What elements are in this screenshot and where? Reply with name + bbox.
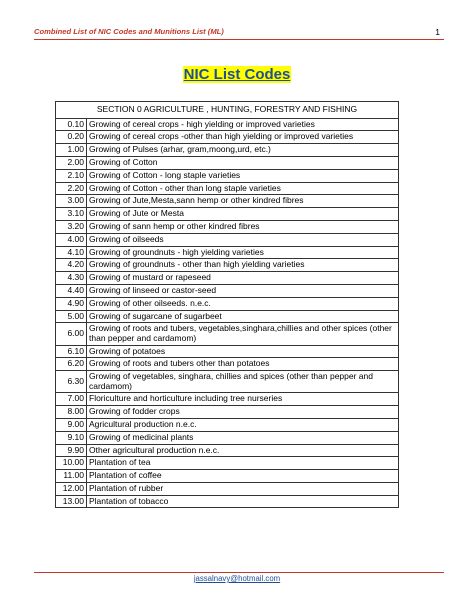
nic-description: Growing of other oilseeds. n.e.c. — [87, 297, 399, 310]
nic-codes-table — [55, 101, 399, 508]
nic-description: Agricultural production n.e.c. — [87, 418, 399, 431]
nic-description: Floriculture and horticulture including tree nurseries — [87, 393, 399, 406]
nic-description: Growing of Cotton - other than long staple varieties — [87, 182, 399, 195]
header-divider — [34, 39, 444, 40]
section-row — [56, 102, 399, 119]
nic-code: 4.20 — [56, 259, 87, 272]
nic-code: 3.10 — [56, 208, 87, 221]
table-row — [56, 195, 399, 208]
nic-code: 12.00 — [56, 482, 87, 495]
table-row — [56, 323, 399, 345]
nic-description: Growing of cereal crops - high yielding or improved varieties — [87, 118, 399, 131]
nic-description: Growing of Pulses (arhar, gram,moong,urd, etc.) — [87, 144, 399, 157]
nic-code: 6.30 — [56, 371, 87, 393]
nic-code: 8.00 — [56, 406, 87, 419]
nic-code: 6.20 — [56, 358, 87, 371]
nic-code: 9.90 — [56, 444, 87, 457]
table-row — [56, 470, 399, 483]
table-row — [56, 144, 399, 157]
nic-code: 5.00 — [56, 310, 87, 323]
nic-code: 4.10 — [56, 246, 87, 259]
page-title — [0, 66, 474, 83]
table-row — [56, 131, 399, 144]
nic-code: 2.10 — [56, 169, 87, 182]
nic-description: Growing of Jute,Mesta,sann hemp or other kindred fibres — [87, 195, 399, 208]
nic-description: Growing of cereal crops -other than high yielding or improved varieties — [87, 131, 399, 144]
table-row — [56, 358, 399, 371]
table-row — [56, 371, 399, 393]
table-row — [56, 156, 399, 169]
table-row — [56, 208, 399, 221]
nic-description: Growing of Jute or Mesta — [87, 208, 399, 221]
nic-description: Plantation of rubber — [87, 482, 399, 495]
nic-description: Growing of medicinal plants — [87, 431, 399, 444]
nic-code: 2.20 — [56, 182, 87, 195]
nic-description: Growing of fodder crops — [87, 406, 399, 419]
nic-description: Growing of Cotton — [87, 156, 399, 169]
nic-description: Plantation of tobacco — [87, 495, 399, 508]
table-row — [56, 444, 399, 457]
nic-description: Growing of oilseeds — [87, 233, 399, 246]
nic-code: 3.00 — [56, 195, 87, 208]
nic-description: Other agricultural production n.e.c. — [87, 444, 399, 457]
nic-description: Growing of roots and tubers other than potatoes — [87, 358, 399, 371]
nic-code: 4.00 — [56, 233, 87, 246]
nic-code: 6.10 — [56, 345, 87, 358]
table-row — [56, 272, 399, 285]
nic-code: 0.20 — [56, 131, 87, 144]
table-row — [56, 393, 399, 406]
page-number: 1 — [435, 27, 440, 37]
table-row — [56, 431, 399, 444]
nic-code: 11.00 — [56, 470, 87, 483]
table-row — [56, 457, 399, 470]
table-row — [56, 169, 399, 182]
nic-description: Growing of vegetables, singhara, chillies and spices (other than pepper and cardamom) — [87, 371, 399, 393]
nic-description: Growing of groundnuts - high yielding varieties — [87, 246, 399, 259]
nic-description: Growing of groundnuts - other than high yielding varieties — [87, 259, 399, 272]
document-header: Combined List of NIC Codes and Munitions List (ML) — [34, 27, 224, 36]
footer-divider — [34, 572, 444, 573]
nic-code: 3.20 — [56, 220, 87, 233]
footer-email-link[interactable]: jassalnavy@hotmail.com — [193, 574, 281, 583]
nic-code: 1.00 — [56, 144, 87, 157]
table-row — [56, 297, 399, 310]
nic-code: 4.40 — [56, 284, 87, 297]
nic-code: 7.00 — [56, 393, 87, 406]
table-row — [56, 345, 399, 358]
table-row — [56, 284, 399, 297]
nic-description: Growing of mustard or rapeseed — [87, 272, 399, 285]
nic-description: Plantation of tea — [87, 457, 399, 470]
table-row — [56, 406, 399, 419]
nic-code: 4.30 — [56, 272, 87, 285]
nic-code: 4.90 — [56, 297, 87, 310]
table-row — [56, 310, 399, 323]
nic-code: 10.00 — [56, 457, 87, 470]
table-row — [56, 233, 399, 246]
nic-description: Growing of Cotton - long staple varieties — [87, 169, 399, 182]
nic-description: Growing of linseed or castor-seed — [87, 284, 399, 297]
table-row — [56, 495, 399, 508]
nic-description: Growing of sugarcane of sugarbeet — [87, 310, 399, 323]
nic-code: 9.10 — [56, 431, 87, 444]
page-title-text: NIC List Codes — [183, 66, 291, 83]
nic-description: Growing of sann hemp or other kindred fibres — [87, 220, 399, 233]
nic-code: 9.00 — [56, 418, 87, 431]
nic-description: Plantation of coffee — [87, 470, 399, 483]
nic-description: Growing of roots and tubers, vegetables,singhara,chillies and other spices (other than pepper and cardamom) — [87, 323, 399, 345]
nic-code: 13.00 — [56, 495, 87, 508]
table-row — [56, 118, 399, 131]
table-row — [56, 259, 399, 272]
table-row — [56, 182, 399, 195]
table-row — [56, 246, 399, 259]
nic-code: 2.00 — [56, 156, 87, 169]
nic-code: 0.10 — [56, 118, 87, 131]
section-heading: SECTION 0 AGRICULTURE , HUNTING, FORESTRY AND FISHING — [56, 102, 399, 119]
table-row — [56, 482, 399, 495]
nic-code: 6.00 — [56, 323, 87, 345]
table-row — [56, 220, 399, 233]
table-row — [56, 418, 399, 431]
nic-description: Growing of potatoes — [87, 345, 399, 358]
